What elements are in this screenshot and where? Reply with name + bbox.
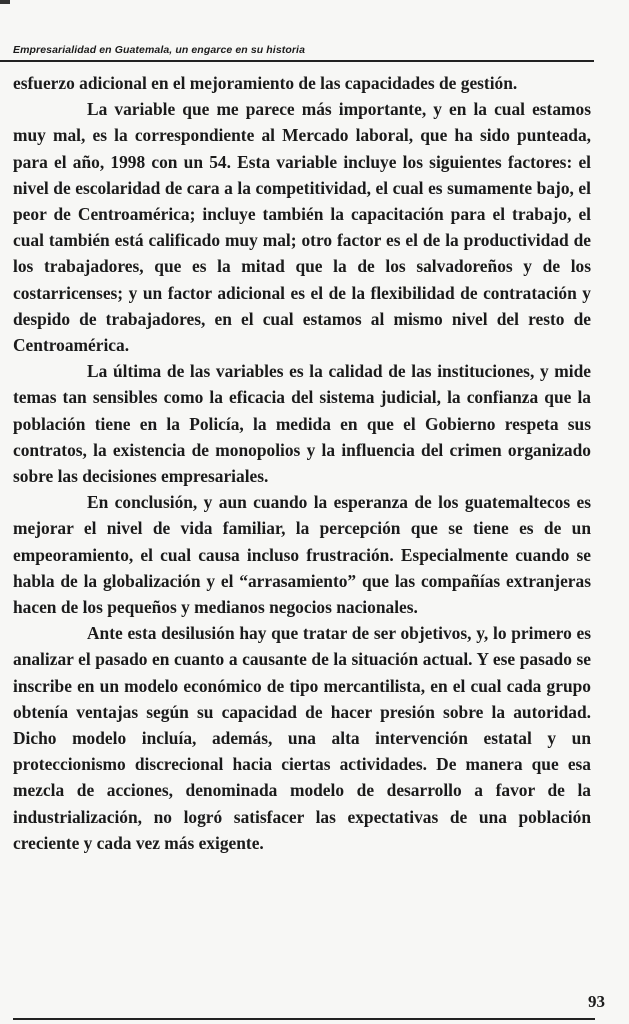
- paragraph-2: La variable que me parece más importante, y en la cual estamos muy mal, es la correspondiente al Mercado laboral, que ha sido punteada, para el año, 1998 con un 54. Esta variable incluye los siguientes factores: el nivel de escolaridad de cara a la competitividad, el cual es sumamente bajo, el peor de Centroamérica; incluye también la capacitación para el trabajo, el cual también está calificado muy mal; otro factor es el de la productividad de los trabajadores, que es la mitad que la de los salvadoreños y de los costarricenses; y un factor adicional es el de la flexibilidad de contratación y despido de trabajadores, en el cual estamos al mismo nivel del resto de Centroamérica.: [13, 99, 591, 356]
- paragraph-4: En conclusión, y aun cuando la esperanza de los guatemaltecos es mejorar el nivel de vida familiar, la percepción que se tiene es de un empeoramiento, el cual causa incluso frustración. Especialmente cuando se habla de la globalización y el “arrasamiento” que las compañías extranjeras hacen de los pequeños y medianos negocios nacionales.: [13, 492, 591, 618]
- page-number: 93: [588, 992, 605, 1011]
- footer-rule: [13, 1018, 595, 1020]
- scan-corner-mark: [0, 0, 10, 4]
- body-text: [13, 70, 591, 856]
- paragraph-5: Ante esta desilusión hay que tratar de ser objetivos, y, lo primero es analizar el pasado en cuanto a causante de la situación actual. Y ese pasado se inscribe en un modelo económico de tipo mercantilista, en el cual cada grupo obtenía ventajas según su capacidad de hacer presión sobre la autoridad. Dicho modelo incluía, además, una alta intervención estatal y un proteccionismo discrecional hacia ciertas actividades. De manera que esa mezcla de acciones, denominada modelo de desarrollo a favor de la industrialización, no logró satisfacer las expectativas de una población creciente y cada vez más exigente.: [13, 623, 591, 853]
- paragraph-3: La última de las variables es la calidad de las instituciones, y mide temas tan sensibles como la eficacia del sistema judicial, la confianza que la población tiene en la Policía, la medida en que el Gobierno respeta sus contratos, la existencia de monopolios y la influencia del crimen organizado sobre las decisiones empresariales.: [13, 361, 591, 487]
- running-header: [13, 44, 603, 58]
- running-header-title: Empresarialidad en Guatemala, un engarce en su historia: [13, 44, 306, 56]
- paragraph-1: esfuerzo adicional en el mejoramiento de las capacidades de gestión.: [13, 73, 518, 93]
- header-rule: [0, 60, 594, 62]
